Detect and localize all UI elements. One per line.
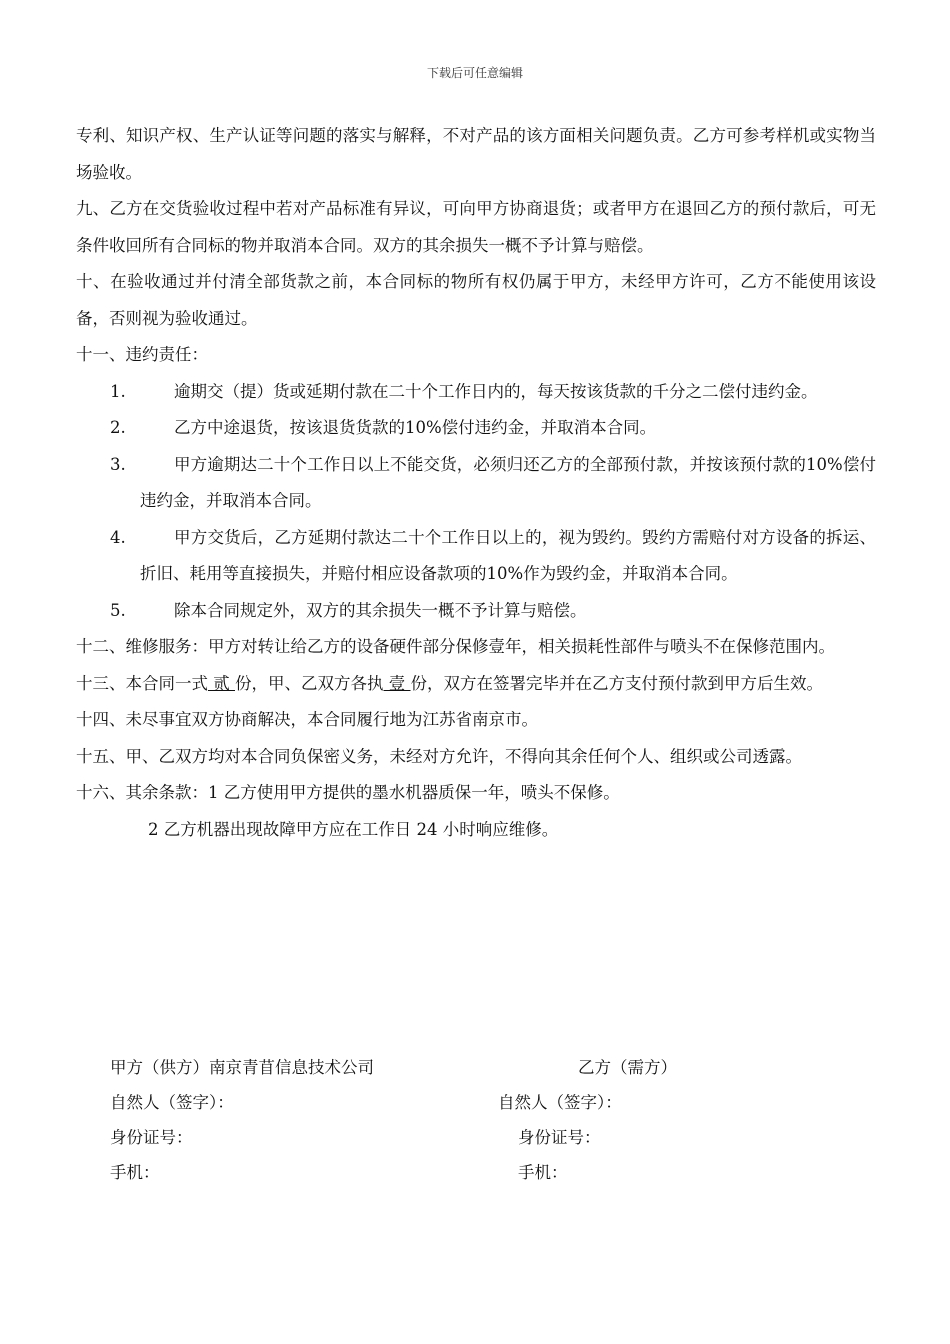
item-text: 乙方中途退货，按该退货货款的10%偿付违约金，并取消本合同。	[174, 418, 657, 437]
signature-phones	[110, 1155, 810, 1190]
signature-ids	[110, 1120, 810, 1155]
clause-16: 十六、其余条款：1 乙方使用甲方提供的墨水机器质保一年，喷头不保修。	[76, 783, 620, 802]
breach-item-4	[76, 520, 876, 593]
clause-16-item-2: 2 乙方机器出现故障甲方应在工作日 24 小时响应维修。	[148, 819, 559, 839]
breach-item-3	[76, 447, 876, 520]
item-number: 1.	[110, 381, 126, 401]
breach-item-2	[76, 410, 876, 447]
item-number: 5.	[110, 600, 126, 620]
item-text: 甲方逾期达二十个工作日以上不能交货，必须归还乙方的全部预付款，并按该预付款的10%偿付违约金，并取消本合同。	[140, 454, 876, 510]
party-a-label: 甲方（供方）南京青苜信息技术公司	[110, 1058, 374, 1077]
clause-15: 十五、甲、乙双方均对本合同负保密义务，未经对方允许，不得向其余任何个人、组织或公司透露。	[76, 746, 802, 766]
signature-persons	[110, 1085, 810, 1120]
signature-parties	[110, 1050, 810, 1085]
copies-each: 壹	[383, 673, 411, 693]
clause-13-text-c: 份，双方在签署完毕并在乙方支付预付款到甲方后生效。	[410, 673, 823, 693]
breach-item-1	[76, 374, 876, 411]
clause-8-continued: 专利、知识产权、生产认证等问题的落实与解释，不对产品的该方面相关问题负责。乙方可参考样机或实物当场验收。	[76, 126, 876, 182]
party-b-phone: 手机：	[518, 1163, 568, 1182]
clause-11-heading: 十一、违约责任：	[76, 345, 208, 364]
clause-13-text-a: 十三、本合同一式	[76, 673, 208, 693]
party-a-id: 身份证号：	[110, 1128, 193, 1147]
item-text: 逾期交（提）货或延期付款在二十个工作日内的，每天按该货款的千分之二偿付违约金。	[174, 381, 818, 401]
clause-12: 十二、维修服务：甲方对转让给乙方的设备硬件部分保修壹年，相关损耗性部件与喷头不在保修范围内。	[76, 637, 835, 656]
party-a-phone: 手机：	[110, 1163, 160, 1182]
signature-block	[110, 1050, 810, 1190]
clause-9: 九、乙方在交货验收过程中若对产品标准有异议，可向甲方协商退货；或者甲方在退回乙方的预付款后，可无条件收回所有合同标的物并取消本合同。双方的其余损失一概不予计算与赔偿。	[76, 199, 876, 255]
item-text: 甲方交货后，乙方延期付款达二十个工作日以上的，视为毁约。毁约方需赔付对方设备的拆运、折旧、耗用等直接损失，并赔付相应设备款项的10%作为毁约金，并取消本合同。	[140, 527, 876, 583]
clause-13-text-b: 份，甲、乙双方各执	[235, 673, 384, 693]
breach-item-5	[76, 593, 876, 630]
item-number: 2.	[110, 418, 126, 437]
party-b-id: 身份证号：	[518, 1128, 601, 1147]
page-header: 下载后可任意编辑	[426, 66, 523, 80]
clause-10: 十、在验收通过并付清全部货款之前，本合同标的物所有权仍属于甲方，未经甲方许可，乙方不能使用该设备，否则视为验收通过。	[76, 272, 876, 328]
party-a-signer: 自然人（签字）：	[110, 1093, 234, 1112]
clause-13	[76, 666, 876, 703]
copies-count: 贰	[208, 673, 235, 693]
clause-14: 十四、未尽事宜双方协商解决，本合同履行地为江苏省南京市。	[76, 710, 538, 729]
item-text: 除本合同规定外，双方的其余损失一概不予计算与赔偿。	[174, 600, 587, 620]
party-b-label: 乙方（需方）	[578, 1058, 677, 1077]
contract-body	[76, 118, 876, 848]
party-b-signer: 自然人（签字）：	[498, 1093, 622, 1112]
item-number: 3.	[110, 454, 126, 474]
item-number: 4.	[110, 527, 126, 547]
